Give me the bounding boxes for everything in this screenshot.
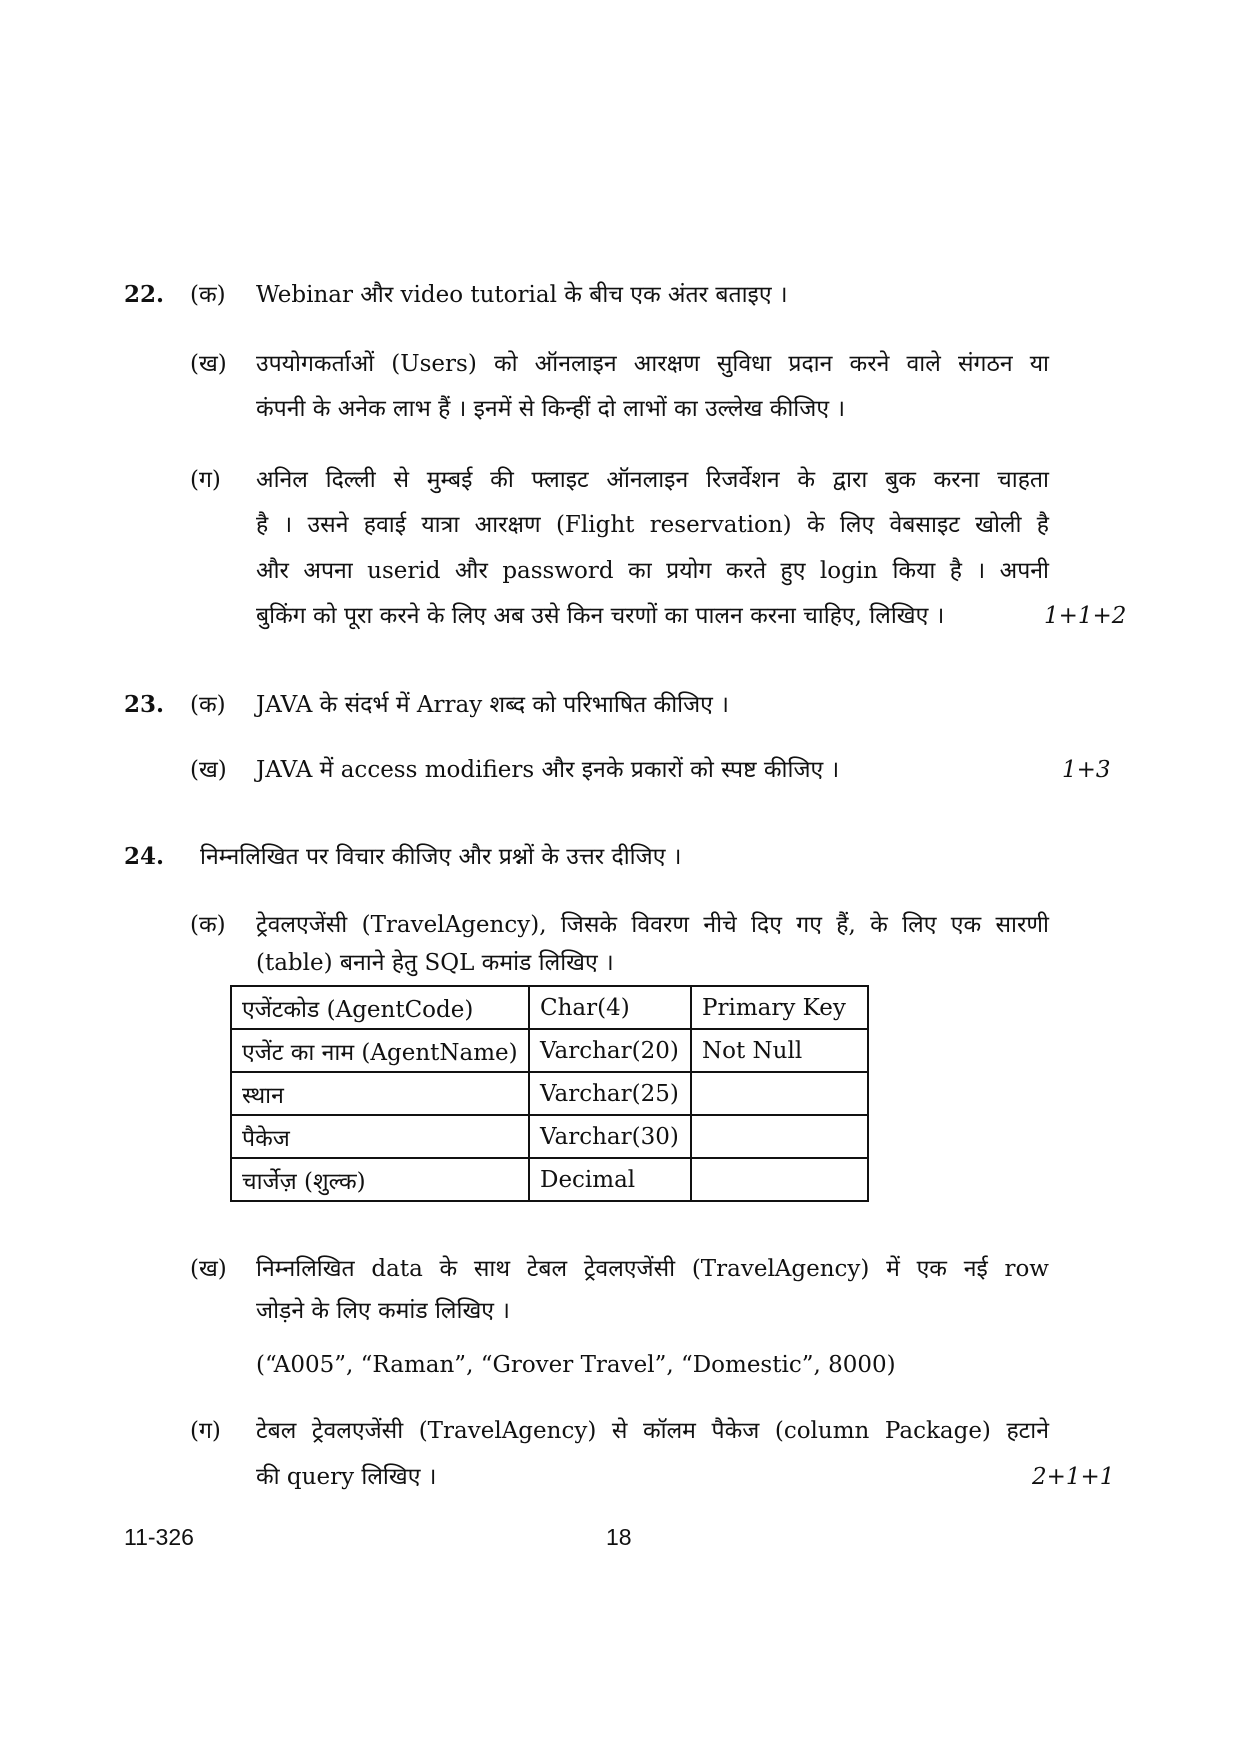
table-row — [231, 1115, 868, 1158]
table-cell: स्थान — [231, 1072, 529, 1115]
paper-code: 11-326 — [124, 1524, 194, 1550]
q24-marks: 2+1+1 — [1032, 1464, 1115, 1490]
q23-marks: 1+3 — [1062, 757, 1111, 783]
table-cell — [691, 1115, 868, 1158]
table-cell: Char(4) — [529, 986, 691, 1029]
table-cell — [691, 1072, 868, 1115]
q24c-text-line2: की query लिखिए । — [256, 1464, 437, 1490]
q23a-text: JAVA के संदर्भ में Array शब्द को परिभाषित कीजिए । — [256, 692, 729, 718]
table-cell: Varchar(20) — [529, 1029, 691, 1072]
q24-number: 24. — [124, 843, 165, 870]
q22b-text-line1: उपयोगकर्ताओं (Users) को ऑनलाइन आरक्षण सुविधा प्रदान करने वाले संगठन या — [256, 351, 1049, 377]
q24c-text-line1: टेबल ट्रेवलएजेंसी (TravelAgency) से कॉलम पैकेज (column Package) हटाने — [256, 1418, 1049, 1444]
q24b-text-line2: जोड़ने के लिए कमांड लिखिए । — [256, 1298, 511, 1324]
page-number: 18 — [606, 1524, 632, 1550]
table-cell — [691, 1158, 868, 1201]
table-row — [231, 1029, 868, 1072]
q24b-values: (“A005”, “Raman”, “Grover Travel”, “Domestic”, 8000) — [256, 1352, 896, 1378]
table-cell: Not Null — [691, 1029, 868, 1072]
q24c-label: (ग) — [190, 1418, 221, 1444]
q24b-text-line1: निम्नलिखित data के साथ टेबल ट्रेवलएजेंसी (TravelAgency) में एक नई row — [256, 1256, 1049, 1282]
q24a-text-line2: (table) बनाने हेतु SQL कमांड लिखिए । — [256, 950, 614, 976]
table-cell: Varchar(25) — [529, 1072, 691, 1115]
q22-marks: 1+1+2 — [1044, 603, 1127, 629]
table-cell: एजेंटकोड (AgentCode) — [231, 986, 529, 1029]
table-cell: एजेंट का नाम (AgentName) — [231, 1029, 529, 1072]
q22a-text: Webinar और video tutorial के बीच एक अंतर बताइए । — [256, 282, 788, 308]
q22c-text-line3: और अपना userid और password का प्रयोग करते हुए login किया है । अपनी — [256, 558, 1049, 584]
table-cell: Primary Key — [691, 986, 868, 1029]
q22c-text-line4: बुकिंग को पूरा करने के लिए अब उसे किन चरणों का पालन करना चाहिए, लिखिए । — [256, 603, 945, 629]
table-cell: चार्जेज़ (शुल्क) — [231, 1158, 529, 1201]
travel-agency-spec-table — [230, 985, 869, 1202]
q23b-text: JAVA में access modifiers और इनके प्रकारों को स्पष्ट कीजिए । — [256, 757, 840, 783]
table-cell: Varchar(30) — [529, 1115, 691, 1158]
table-cell: Decimal — [529, 1158, 691, 1201]
q22b-text-line2: कंपनी के अनेक लाभ हैं । इनमें से किन्हीं दो लाभों का उल्लेख कीजिए । — [256, 396, 846, 422]
q22c-text-line1: अनिल दिल्ली से मुम्बई की फ्लाइट ऑनलाइन रिजर्वेशन के द्वारा बुक करना चाहता — [256, 467, 1049, 493]
q22-number: 22. — [124, 281, 165, 308]
table-row — [231, 1158, 868, 1201]
q22a-label: (क) — [190, 282, 226, 308]
q24b-label: (ख) — [190, 1256, 227, 1282]
table-row — [231, 1072, 868, 1115]
q22b-label: (ख) — [190, 351, 227, 377]
q24a-text-line1: ट्रेवलएजेंसी (TravelAgency), जिसके विवरण नीचे दिए गए हैं, के लिए एक सारणी — [256, 912, 1049, 938]
q24a-label: (क) — [190, 912, 226, 938]
table-cell: पैकेज — [231, 1115, 529, 1158]
q23b-label: (ख) — [190, 757, 227, 783]
q24-intro: निम्नलिखित पर विचार कीजिए और प्रश्नों के उत्तर दीजिए । — [200, 844, 682, 870]
q22c-label: (ग) — [190, 467, 221, 493]
q23a-label: (क) — [190, 692, 226, 718]
table-row — [231, 986, 868, 1029]
q23-number: 23. — [124, 691, 165, 718]
q22c-text-line2: है । उसने हवाई यात्रा आरक्षण (Flight reservation) के लिए वेबसाइट खोली है — [256, 512, 1049, 538]
